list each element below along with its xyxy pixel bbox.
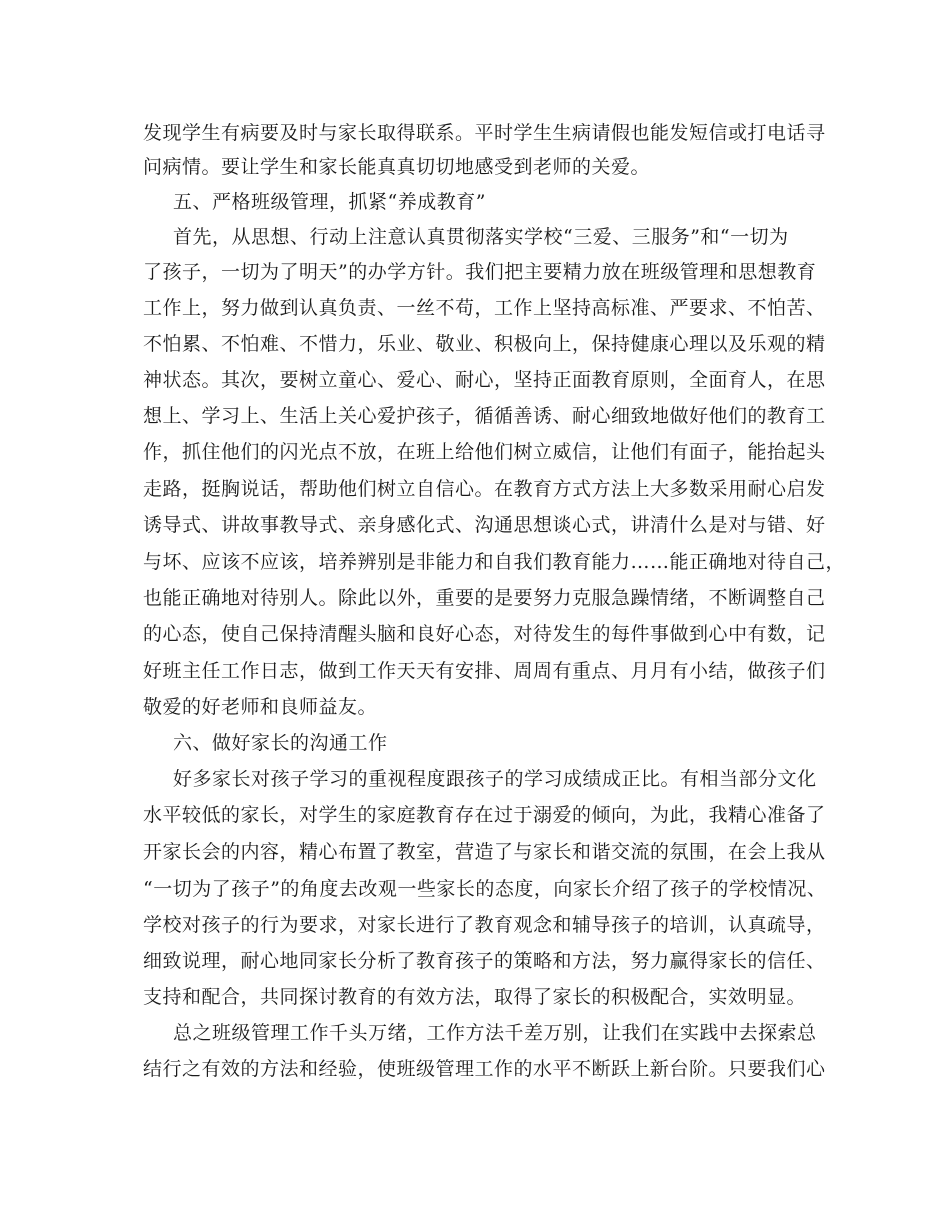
text-line: 发现学生有病要及时与家长取得联系。平时学生生病请假也能发短信或打电话寻 (143, 122, 826, 144)
text-line: 作，抓住他们的闪光点不放，在班上给他们树立威信，让他们有面子，能抬起头 (143, 441, 826, 463)
text-line: 敬爱的好老师和良师益友。 (143, 696, 378, 718)
text-line: 支持和配合，共同探讨教育的有效方法，取得了家长的积极配合，实效明显。 (143, 986, 807, 1008)
text-line: 想上、学习上、生活上关心爱护孩子，循循善诱、耐心细致地做好他们的教育工 (143, 405, 826, 427)
text-line: 走路，挺胸说话，帮助他们树立自信心。在教育方式方法上大多数采用耐心启发 (143, 478, 826, 500)
text-line: 不怕累、不怕难、不惜力，乐业、敬业、积极向上，保持健康心理以及乐观的精 (143, 333, 826, 355)
text-line: “一切为了孩子”的角度去改观一些家长的态度，向家长介绍了孩子的学校情况、 (143, 878, 827, 900)
text-line: 水平较低的家长，对学生的家庭教育存在过于溺爱的倾向，为此，我精心准备了 (143, 804, 826, 826)
text-line: 细致说理，耐心地同家长分析了教育孩子的策略和方法，努力赢得家长的信任、 (143, 950, 826, 972)
text-line: 的心态，使自己保持清醒头脑和良好心态，对待发生的每件事做到心中有数，记 (143, 623, 826, 645)
paragraph-start: 首先，从思想、行动上注意认真贯彻落实学校“三爱、三服务”和“一切为 (173, 226, 789, 248)
text-line: 好班主任工作日志，做到工作天天有安排、周周有重点、月月有小结，做孩子们 (143, 660, 826, 682)
section-heading: 五、严格班级管理，抓紧“养成教育” (173, 191, 486, 213)
text-line: 与坏、应该不应该，培养辨别是非能力和自我们教育能力……能正确地对待自己， (143, 551, 846, 573)
paragraph-start: 好多家长对孩子学习的重视程度跟孩子的学习成绩成正比。有相当部分文化 (173, 768, 817, 790)
text-line: 神状态。其次，要树立童心、爱心、耐心，坚持正面教育原则，全面育人，在思 (143, 369, 826, 391)
section-heading: 六、做好家长的沟通工作 (173, 732, 388, 754)
paragraph-start: 总之班级管理工作千头万绪，工作方法千差万别，让我们在实践中去探索总 (173, 1022, 817, 1044)
text-line: 工作上，努力做到认真负责、一丝不苟，工作上坚持高标准、严要求、不怕苦、 (143, 297, 826, 319)
text-line: 学校对孩子的行为要求，对家长进行了教育观念和辅导孩子的培训，认真疏导， (143, 914, 826, 936)
text-line: 也能正确地对待别人。除此以外，重要的是要努力克服急躁情绪，不断调整自己 (143, 587, 826, 609)
text-line: 了孩子，一切为了明天”的办学方针。我们把主要精力放在班级管理和思想教育 (143, 261, 817, 283)
text-line: 开家长会的内容，精心布置了教室，营造了与家长和谐交流的氛围，在会上我从 (143, 841, 826, 863)
text-line: 问病情。要让学生和家长能真真切切地感受到老师的关爱。 (143, 156, 651, 178)
text-line: 诱导式、讲故事教导式、亲身感化式、沟通思想谈心式，讲清什么是对与错、好 (143, 514, 826, 536)
text-line: 结行之有效的方法和经验，使班级管理工作的水平不断跃上新台阶。只要我们心 (143, 1058, 826, 1080)
